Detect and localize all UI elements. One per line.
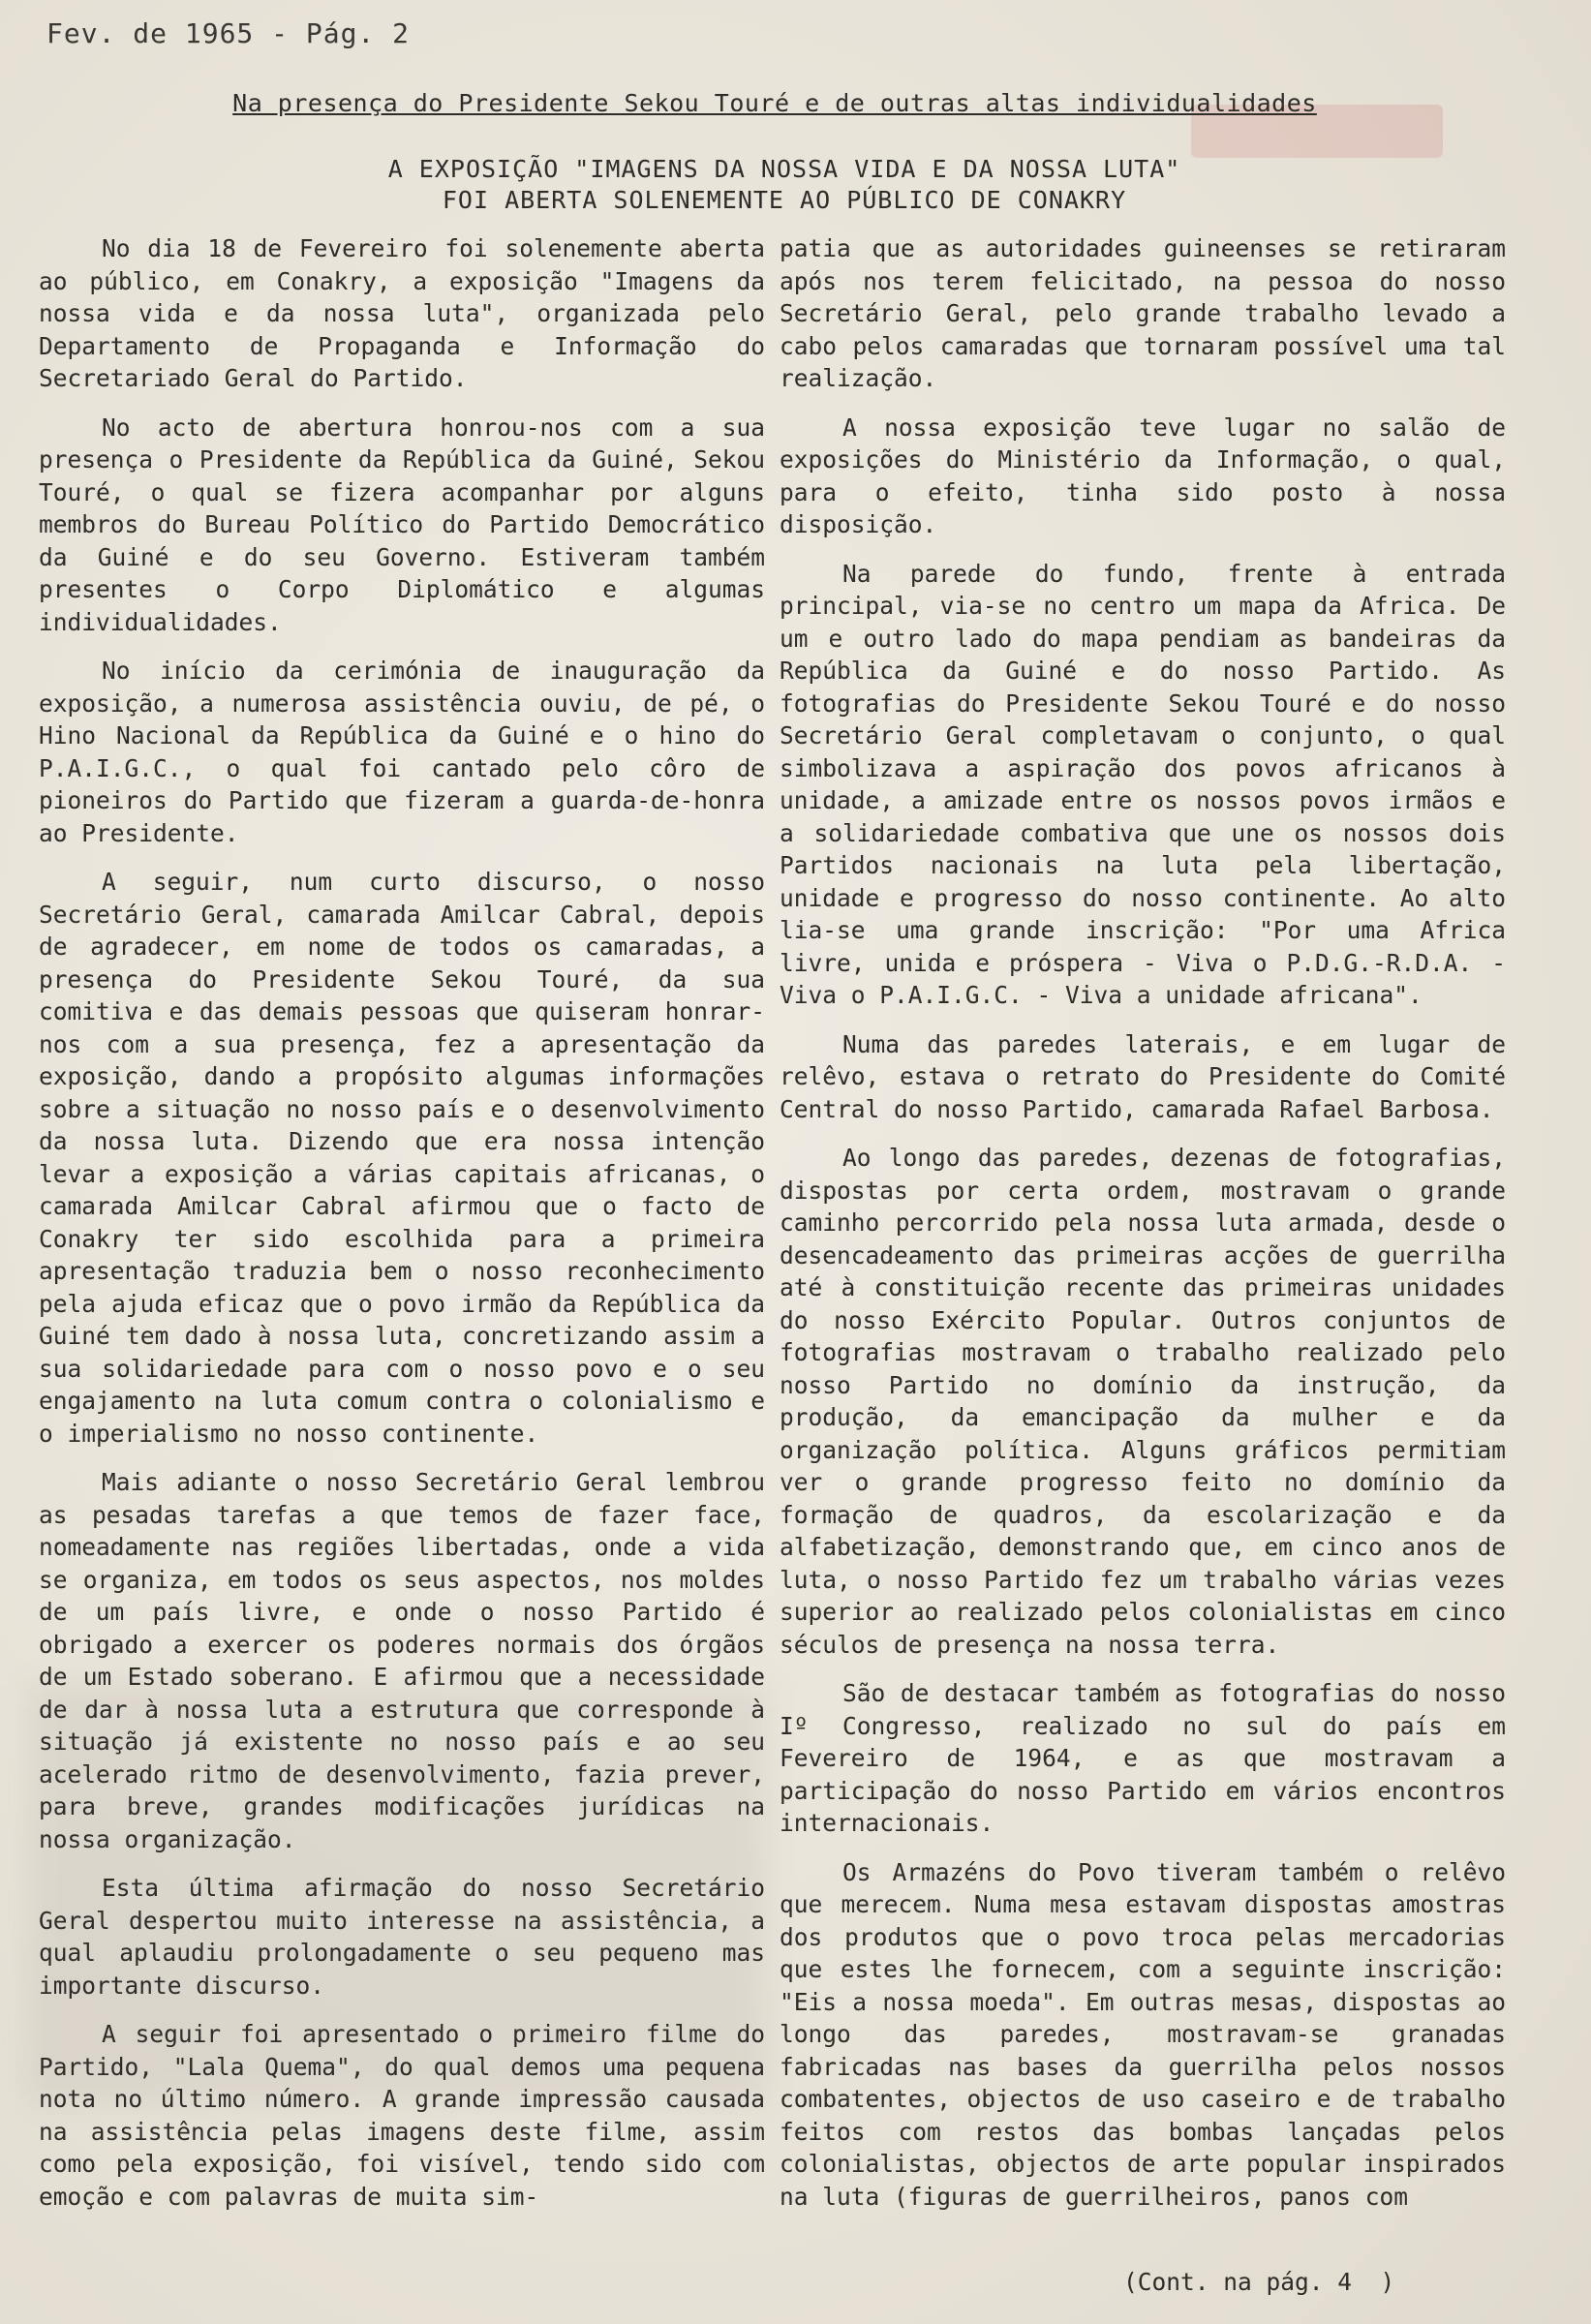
- article-title-line-2: FOI ABERTA SOLENEMENTE AO PÚBLICO DE CONAKRY: [442, 186, 1127, 214]
- paragraph: Os Armazéns do Povo tiveram também o relêvo que merecem. Numa mesa estavam dispostas amostras dos produtos que o povo troca pelas mercadorias que estes lhe fornecem, com a seguinte inscrição: "Eis a nossa moeda". Em outras mesas, dispostas ao longo das paredes, mostravam-se granadas fabricadas nas bases da guerrilha pelos nossos combatentes, objectos de uso caseiro e de trabalho feitos com restos das bombas lançadas pelos colonialistas, objectos de arte popular inspirados na luta (figuras de guerrilheiros, panos com: [780, 1857, 1506, 2211]
- article-title-line-1: A EXPOSIÇÃO "IMAGENS DA NOSSA VIDA E DA NOSSA LUTA": [387, 155, 1181, 183]
- paragraph: patia que as autoridades guineenses se retiraram após nos terem felicitado, na pessoa do nosso Secretário Geral, pelo grande trabalho levado a cabo pelos camaradas que tornaram possível uma tal realização.: [780, 234, 1506, 392]
- paragraph: A seguir, num curto discurso, o nosso Secretário Geral, camarada Amilcar Cabral, depois de agradecer, em nome de todos os camaradas, a presença do Presidente Sekou Touré, da sua comitiva e das demais pessoas que quiseram honrar-nos com a sua presença, fez a apresentação da exposição, dando a propósito algumas informações sobre a situação no nosso país e o desenvolvimento da nossa luta. Dizendo que era nossa intenção levar a exposição a várias capitais africanas, o camarada Amilcar Cabral afirmou que o facto de Conakry ter sido escolhida para a primeira apresentação traduzia bem o nosso reconhecimento pela ajuda eficaz que o povo irmão da República da Guiné tem dado à nossa luta, concretizando assim a sua solidariedade para com o nosso povo e o seu engajamento na luta comum contra o colonialismo e o imperialismo no nosso continente.: [39, 868, 765, 1448]
- paragraph: No acto de abertura honrou-nos com a sua presença o Presidente da República da Guiné, Sekou Touré, o qual se fizera acompanhar por alguns membros do Bureau Político do Partido Democrático da Guiné e do seu Governo. Estiveram também presentes o Corpo Diplomático e algumas individualidades.: [39, 413, 765, 636]
- paragraph: São de destacar também as fotografias do nosso Iº Congresso, realizado no sul do país em Fevereiro de 1964, e as que mostravam a participação do nosso Partido em vários encontros internacionais.: [780, 1679, 1506, 1837]
- paragraph: No dia 18 de Fevereiro foi solenemente aberta ao público, em Conakry, a exposição "Imagens da nossa vida e da nossa luta", organizada pelo Departamento de Propaganda e Informação do Secretariado Geral do Partido.: [39, 234, 765, 392]
- paragraph: Esta última afirmação do nosso Secretário Geral despertou muito interesse na assistência, a qual aplaudiu prolongadamente o seu pequeno mas importante discurso.: [39, 1874, 765, 2000]
- right-column: [780, 232, 1506, 2213]
- paragraph: A seguir foi apresentado o primeiro filme do Partido, "Lala Quema", do qual demos uma pequena nota no último número. A grande impressão causada na assistência pelas imagens deste filme, assim como pela exposição, foi visível, tendo sido com emoção e com palavras de muita sim-: [39, 2020, 765, 2211]
- paragraph: A nossa exposição teve lugar no salão de exposições do Ministério da Informação, o qual, para o efeito, tinha sido posto à nossa disposição.: [780, 413, 1506, 538]
- paragraph: Na parede do fundo, frente à entrada principal, via-se no centro um mapa da Africa. De um e outro lado do mapa pendiam as bandeiras da República da Guiné e do nosso Partido. As fotografias do Presidente Sekou Touré e do nosso Secretário Geral completavam o conjunto, o qual simbolizava a aspiração dos povos africanos à unidade, a amizade entre os nossos povos irmãos e a solidariedade combativa que une os nossos dois Partidos nacionais na luta pela libertação, unidade e progresso do nosso continente. Ao alto lia-se uma grande inscrição: "Por uma Africa livre, unida e próspera - Viva o P.D.G.-R.D.A. - Viva o P.A.I.G.C. - Viva a unidade africana".: [780, 559, 1506, 1009]
- article-subtitle: Na presença do Presidente Sekou Touré e de outras altas individualidades: [232, 89, 1317, 117]
- left-column: [39, 232, 765, 2213]
- paragraph: No início da cerimónia de inauguração da exposição, a numerosa assistência ouviu, de pé, o Hino Nacional da República da Guiné e o hino do P.A.I.G.C., o qual foi cantado pelo côro de pioneiros do Partido que fizeram a guarda-de-honra ao Presidente.: [39, 657, 765, 847]
- continuation-note: (Cont. na pág. 4 ): [1123, 2268, 1395, 2296]
- paragraph: Mais adiante o nosso Secretário Geral lembrou as pesadas tarefas a que temos de fazer face, nomeadamente nas regiões libertadas, onde a vida se organiza, em todos os seus aspectos, nos moldes de um país livre, e onde o nosso Partido é obrigado a exercer os poderes normais dos órgãos de um Estado soberano. E afirmou que a necessidade de dar à nossa luta a estrutura que corresponde à situação já existente no nosso país e ao seu acelerado ritmo de desenvolvimento, fazia prever, para breve, grandes modificações jurídicas na nossa organização.: [39, 1468, 765, 1853]
- paragraph: Numa das paredes laterais, e em lugar de relêvo, estava o retrato do Presidente do Comité Central do nosso Partido, camarada Rafael Barbosa.: [780, 1029, 1506, 1123]
- paragraph: Ao longo das paredes, dezenas de fotografias, dispostas por certa ordem, mostravam o grande caminho percorrido pela nossa luta armada, desde o desencadeamento das primeiras acções de guerrilha até à constituição recente das primeiras unidades do nosso Exército Popular. Outros conjuntos de fotografias mostravam o trabalho realizado pelo nosso Partido no domínio da instrução, da produção, da emancipação da mulher e da organização política. Alguns gráficos permitiam ver o grande progresso feito no domínio da formação de quadros, da escolarização e da alfabetização, demonstrando que, em cinco anos de luta, o nosso Partido fez um trabalho várias vezes superior ao realizado pelos colonialistas em cinco séculos de presença na nossa terra.: [780, 1144, 1506, 1659]
- date-page-header: Fev. de 1965 - Pág. 2: [46, 17, 411, 49]
